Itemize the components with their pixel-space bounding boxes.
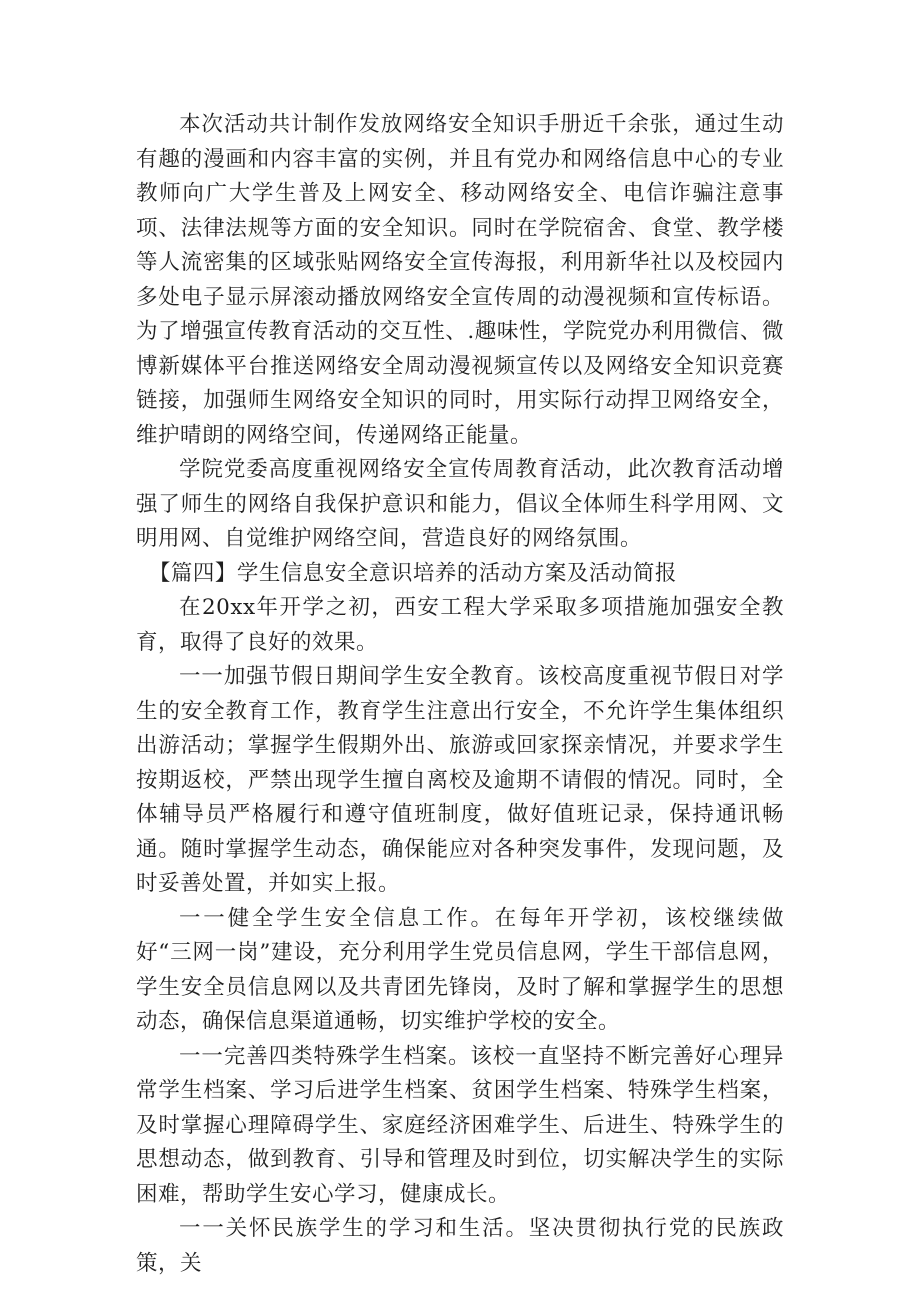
document-body (136, 108, 784, 1281)
paragraph-activity-summary: 本次活动共计制作发放网络安全知识手册近千余张，通过生动有趣的漫画和内容丰富的实例，并且有党办和网络信息中心的专业教师向广大学生普及上网安全、移动网络安全、电信诈骗注意事项、法律法规等方面的安全知识。同时在学院宿舍、食堂、教学楼等人流密集的区域张贴网络安全宣传海报，利用新华社以及校园内多处电子显示屏滚动播放网络安全宣传周的动漫视频和宣传标语。为了增强宣传教育活动的交互性、.趣味性，学院党办利用微信、微博新媒体平台推送网络安全周动漫视频宣传以及网络安全知识竞赛链接，加强师生网络安全知识的同时，用实际行动捍卫网络安全，维护晴朗的网络空间，传递网络正能量。 (136, 112, 784, 448)
paragraph-special-students: 一一完善四类特殊学生档案。该校一直坚持不断完善好心理异常学生档案、学习后进学生档案、贫困学生档案、特殊学生档案，及时掌握心理障碍学生、家庭经济困难学生、后进生、特殊学生的思想动态，做到教育、引导和管理及时到位，切实解决学生的实际困难，帮助学生安心学习，健康成长。 (136, 1043, 784, 1207)
paragraph-holiday-safety: 一一加强节假日期间学生安全教育。该校高度重视节假日对学生的安全教育工作，教育学生注意出行安全，不允许学生集体组织出游活动；掌握学生假期外出、旅游或回家探亲情况，并要求学生按期返校，严禁出现学生擅自离校及逾期不请假的情况。同时，全体辅导员严格履行和遵守值班制度，做好值班记录，保持通讯畅通。随时掌握学生动态，确保能应对各种突发事件，发现问题，及时妥善处置，并如实上报。 (136, 664, 784, 896)
section-heading: 【篇四】学生信息安全意识培养的活动方案及活动简报 (148, 560, 677, 586)
paragraph-safety-info: 一一健全学生安全信息工作。在每年开学初，该校继续做好“三网一岗”建设，充分利用学生党员信息网，学生干部信息网，学生安全员信息网以及共青团先锋岗，及时了解和掌握学生的思想动态，确保信息渠道通畅，切实维护学校的安全。 (136, 905, 784, 1034)
paragraph-ethnic-students: 一一关怀民族学生的学习和生活。坚决贯彻执行党的民族政策，关 (136, 1216, 784, 1276)
paragraph-party-committee: 学院党委高度重视网络安全宣传周教育活动，此次教育活动增强了师生的网络自我保护意识和能力，倡议全体师生科学用网、文明用网、自觉维护网络空间，营造良好的网络氛围。 (136, 457, 784, 551)
paragraph-intro: 在20xx年开学之初，西安工程大学采取多项措施加强安全教育，取得了良好的效果。 (136, 595, 784, 655)
